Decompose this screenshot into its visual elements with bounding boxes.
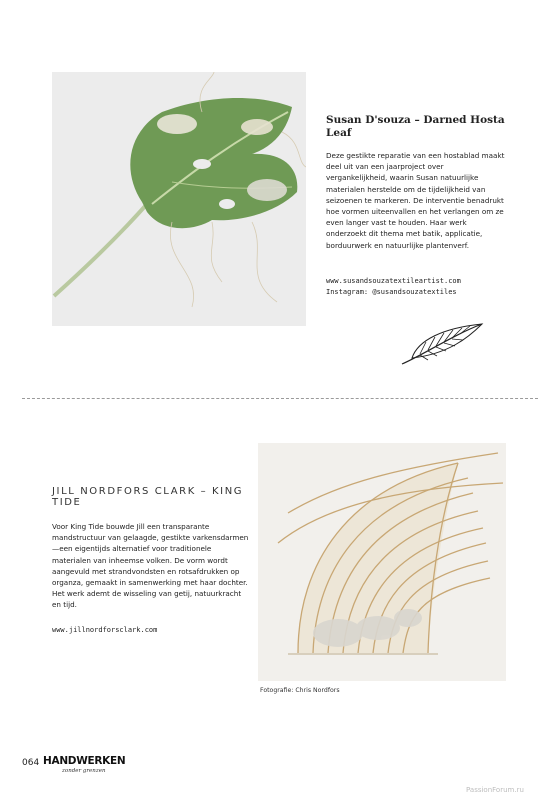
photo-caption: Fotografie: Chris Nordfors xyxy=(260,687,340,694)
watermark: PassionForum.ru xyxy=(466,786,524,794)
magazine-tagline: zonder grenzen xyxy=(62,768,106,774)
feather-icon xyxy=(398,320,486,370)
king-tide-sculpture-illustration xyxy=(258,443,506,681)
hosta-leaf-illustration xyxy=(52,72,306,326)
article2-body: Voor King Tide bouwde Jill een transparante mandstructuur van gelaagde, gestikte varkensdarmen—een eigentijds alternatief voor traditionele materialen van inheemse volken. De vorm wordt aangevuld met strandvondsten en rotsafdrukken op organza, gemaakt in samenwerking met haar dochter. Het werk ademt de wisseling van getij, natuurkracht en tijd. xyxy=(52,522,249,610)
magazine-title: HANDWERKEN xyxy=(43,755,126,767)
article1-title: Susan D'souza – Darned Hosta Leaf xyxy=(326,114,505,139)
hosta-leaf-photo xyxy=(52,72,306,326)
article1-body: Deze gestikte reparatie van een hostablad maakt deel uit van een jaarproject over vergankelijkheid, waarin Susan natuurlijke materialen herstelde om de tijdelijkheid van seizoenen te markeren. De interventie benadrukt hoe vormen uiteenvallen en het verlangen om ze even langer vast te houden. Haar werk onderzoekt dit thema met batik, applicatie, borduurwerk en natuurlijke plantenverf. xyxy=(326,151,505,250)
page-number: 064 xyxy=(22,758,40,768)
article1-instagram[interactable]: Instagram: @susandsouzatextiles xyxy=(326,288,457,296)
king-tide-photo xyxy=(258,443,506,681)
section-divider xyxy=(22,398,538,399)
article1-links xyxy=(326,276,526,298)
article2-website-link[interactable]: www.jillnordforsclark.com xyxy=(52,626,158,634)
article2-title: JILL NORDFORS CLARK – KING TIDE xyxy=(52,486,244,508)
article1-website-link[interactable]: www.susandsouzatextileartist.com xyxy=(326,277,461,285)
